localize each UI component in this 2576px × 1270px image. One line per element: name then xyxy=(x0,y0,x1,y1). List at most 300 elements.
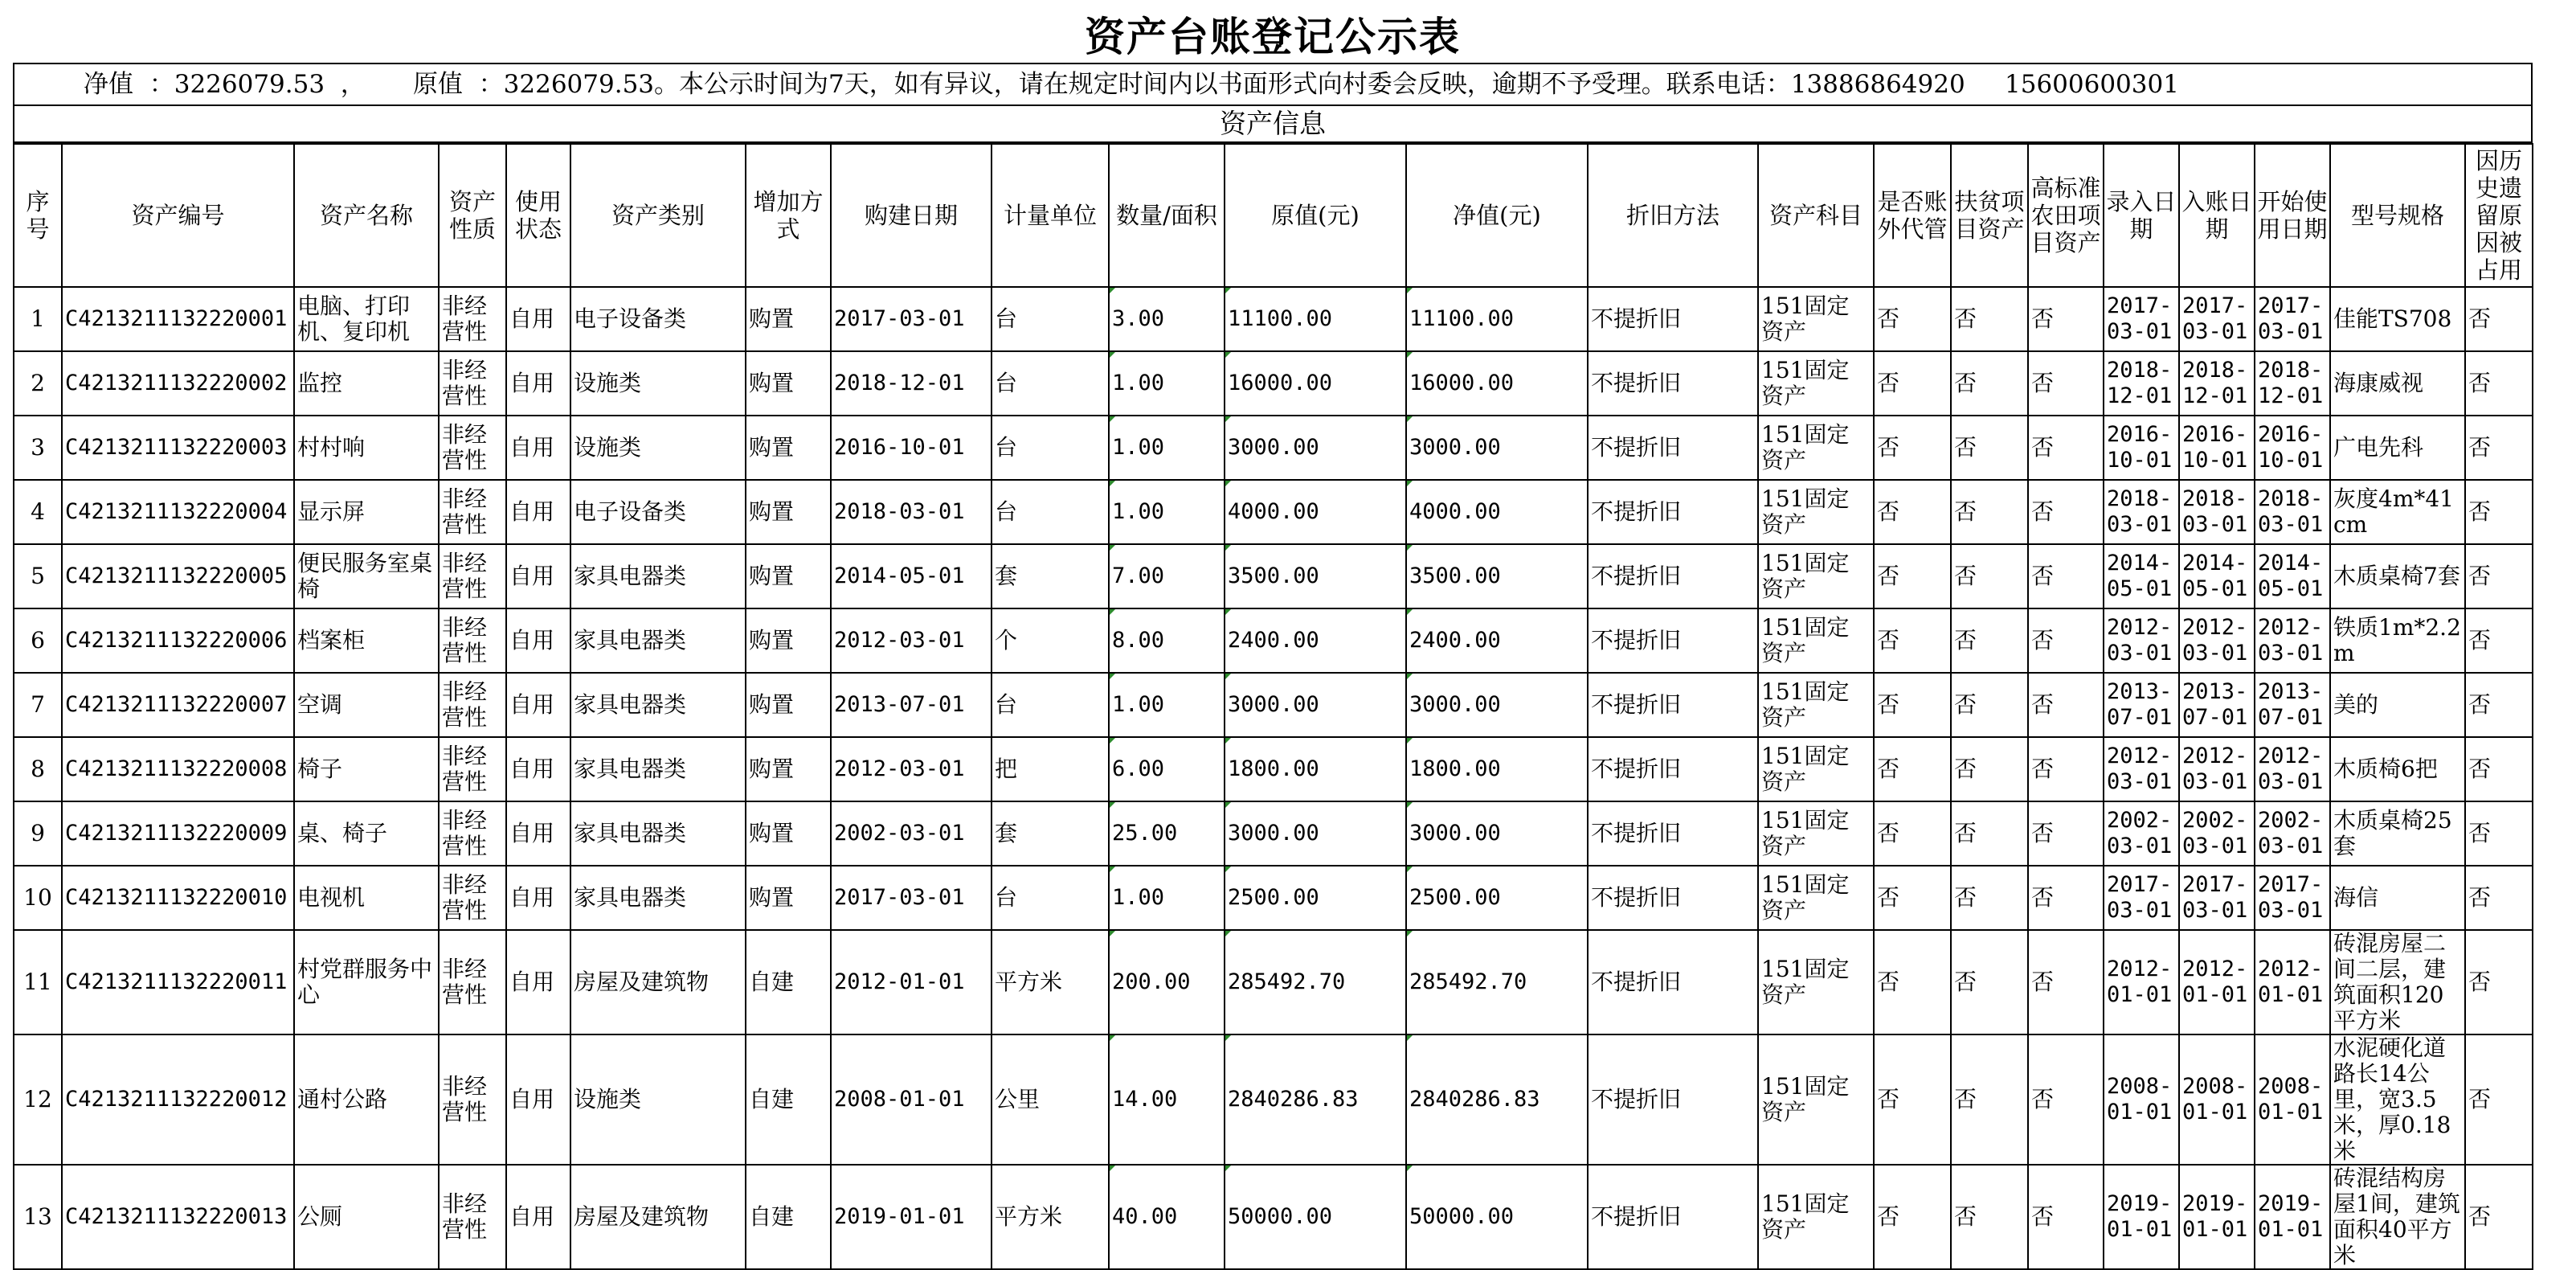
table-cell: C4213211132220003 xyxy=(62,416,294,480)
table-cell: 151固定资产 xyxy=(1758,737,1874,801)
table-cell: 家具电器类 xyxy=(570,866,746,930)
table-cell: 2012-01-01 xyxy=(2179,930,2255,1034)
table-row xyxy=(14,544,2533,608)
table-cell: 6.00 xyxy=(1109,737,1225,801)
table-cell: 购置 xyxy=(746,287,831,351)
table-cell: 非经营性 xyxy=(439,351,506,416)
table-row xyxy=(14,608,2533,673)
table-row xyxy=(14,1034,2533,1165)
table-cell: 11100.00 xyxy=(1406,287,1588,351)
table-cell: 否 xyxy=(1874,416,1951,480)
table-cell: 台 xyxy=(992,673,1109,737)
table-cell: C4213211132220001 xyxy=(62,287,294,351)
table-cell: 2012-01-01 xyxy=(2104,930,2179,1034)
table-cell: 3 xyxy=(14,416,62,480)
table-cell: 3.00 xyxy=(1109,287,1225,351)
table-cell: 否 xyxy=(2028,801,2104,866)
table-cell: 285492.70 xyxy=(1406,930,1588,1034)
table-cell: 否 xyxy=(2028,608,2104,673)
table-cell: 2012-03-01 xyxy=(2255,608,2330,673)
table-cell: 200.00 xyxy=(1109,930,1225,1034)
column-header: 折旧方法 xyxy=(1588,144,1758,287)
table-cell: 2012-03-01 xyxy=(2255,737,2330,801)
notice-text: 。本公示时间为7天，如有异议，请在规定时间内以书面形式向村委会反映，逾期不予受理。联系电话： xyxy=(654,70,1791,99)
table-cell: 否 xyxy=(2465,1165,2533,1269)
table-cell: 否 xyxy=(2028,673,2104,737)
table-cell: 151固定资产 xyxy=(1758,544,1874,608)
table-cell: 6 xyxy=(14,608,62,673)
table-row xyxy=(14,351,2533,416)
table-cell: 2019-01-01 xyxy=(2255,1165,2330,1269)
column-header: 资产类别 xyxy=(570,144,746,287)
table-cell: 不提折旧 xyxy=(1588,673,1758,737)
table-cell: 木质桌椅25套 xyxy=(2330,801,2465,866)
table-cell: 台 xyxy=(992,287,1109,351)
table-cell: 台 xyxy=(992,866,1109,930)
table-cell: 2017-03-01 xyxy=(2104,287,2179,351)
table-cell: 自建 xyxy=(746,930,831,1034)
section-title: 资产信息 xyxy=(13,106,2533,143)
column-header: 是否账外代管 xyxy=(1874,144,1951,287)
column-header: 型号规格 xyxy=(2330,144,2465,287)
column-header: 因历史遗留原因被占用 xyxy=(2465,144,2533,287)
table-cell: 电子设备类 xyxy=(570,287,746,351)
table-cell: 3500.00 xyxy=(1225,544,1406,608)
table-cell: 5 xyxy=(14,544,62,608)
table-cell: 公厕 xyxy=(294,1165,439,1269)
table-cell: 2019-01-01 xyxy=(831,1165,992,1269)
table-cell: 40.00 xyxy=(1109,1165,1225,1269)
table-cell: 2013-07-01 xyxy=(2255,673,2330,737)
table-row xyxy=(14,737,2533,801)
table-cell: 2002-03-01 xyxy=(831,801,992,866)
column-header: 增加方式 xyxy=(746,144,831,287)
table-cell: 不提折旧 xyxy=(1588,608,1758,673)
table-cell: 3500.00 xyxy=(1406,544,1588,608)
table-cell: 1.00 xyxy=(1109,480,1225,544)
table-cell: 4000.00 xyxy=(1406,480,1588,544)
table-cell: 2 xyxy=(14,351,62,416)
table-cell: 便民服务室桌椅 xyxy=(294,544,439,608)
table-cell: 1.00 xyxy=(1109,351,1225,416)
table-cell: 否 xyxy=(2465,608,2533,673)
table-cell: 自用 xyxy=(506,737,570,801)
column-header: 入账日期 xyxy=(2179,144,2255,287)
table-cell: 否 xyxy=(2028,930,2104,1034)
table-cell: C4213211132220009 xyxy=(62,801,294,866)
table-cell: C4213211132220013 xyxy=(62,1165,294,1269)
table-cell: 否 xyxy=(2465,930,2533,1034)
table-cell: 否 xyxy=(1951,930,2028,1034)
column-header: 资产名称 xyxy=(294,144,439,287)
table-cell: 否 xyxy=(2028,480,2104,544)
table-cell: 2014-05-01 xyxy=(2104,544,2179,608)
table-cell: 不提折旧 xyxy=(1588,351,1758,416)
table-cell: 自建 xyxy=(746,1034,831,1165)
table-cell: 2840286.83 xyxy=(1225,1034,1406,1165)
table-cell: 不提折旧 xyxy=(1588,801,1758,866)
phone-1: 13886864920 xyxy=(1790,70,1965,99)
table-cell: 2018-12-01 xyxy=(831,351,992,416)
net-label: 净值 ： xyxy=(84,70,174,99)
table-cell: 台 xyxy=(992,351,1109,416)
table-cell: 电脑、打印机、复印机 xyxy=(294,287,439,351)
net-value: 3226079.53 xyxy=(174,70,325,99)
phone-2: 15600600301 xyxy=(2005,70,2179,99)
table-cell: 2002-03-01 xyxy=(2104,801,2179,866)
table-cell: 否 xyxy=(2028,544,2104,608)
table-cell: 2400.00 xyxy=(1406,608,1588,673)
table-cell: 151固定资产 xyxy=(1758,480,1874,544)
original-value: 3226079.53 xyxy=(503,70,655,99)
table-cell: 海信 xyxy=(2330,866,2465,930)
table-cell: 2008-01-01 xyxy=(2255,1034,2330,1165)
table-cell: 151固定资产 xyxy=(1758,866,1874,930)
table-cell: 2014-05-01 xyxy=(2255,544,2330,608)
table-cell: 11100.00 xyxy=(1225,287,1406,351)
table-cell: 自用 xyxy=(506,1165,570,1269)
table-cell: 家具电器类 xyxy=(570,737,746,801)
table-cell: 否 xyxy=(1874,287,1951,351)
table-cell: 设施类 xyxy=(570,351,746,416)
table-cell: 2012-03-01 xyxy=(831,737,992,801)
table-cell: 1.00 xyxy=(1109,866,1225,930)
table-cell: 否 xyxy=(2028,737,2104,801)
table-row xyxy=(14,930,2533,1034)
column-header: 录入日期 xyxy=(2104,144,2179,287)
table-cell: 否 xyxy=(1951,480,2028,544)
table-cell: 非经营性 xyxy=(439,930,506,1034)
table-cell: 2017-03-01 xyxy=(2255,866,2330,930)
table-cell: 购置 xyxy=(746,801,831,866)
table-cell: 2018-12-01 xyxy=(2255,351,2330,416)
column-header: 序号 xyxy=(14,144,62,287)
table-cell: 2500.00 xyxy=(1406,866,1588,930)
table-cell: 设施类 xyxy=(570,1034,746,1165)
column-header: 净值(元) xyxy=(1406,144,1588,287)
table-cell: 151固定资产 xyxy=(1758,351,1874,416)
table-cell: 否 xyxy=(2465,673,2533,737)
table-cell: 家具电器类 xyxy=(570,544,746,608)
table-cell: C4213211132220006 xyxy=(62,608,294,673)
table-cell: 151固定资产 xyxy=(1758,673,1874,737)
table-cell: 2013-07-01 xyxy=(831,673,992,737)
table-cell: 151固定资产 xyxy=(1758,801,1874,866)
table-cell: 不提折旧 xyxy=(1588,866,1758,930)
table-cell: 否 xyxy=(1874,480,1951,544)
table-cell: 2012-01-01 xyxy=(831,930,992,1034)
table-cell: 2013-07-01 xyxy=(2179,673,2255,737)
table-cell: 把 xyxy=(992,737,1109,801)
phone-gap xyxy=(1965,70,2005,99)
table-cell: 否 xyxy=(2465,866,2533,930)
table-cell: 否 xyxy=(1874,351,1951,416)
table-cell: 否 xyxy=(1951,1034,2028,1165)
table-cell: 151固定资产 xyxy=(1758,287,1874,351)
table-cell: 台 xyxy=(992,480,1109,544)
table-cell: 3000.00 xyxy=(1406,416,1588,480)
table-cell: 水泥硬化道路长14公里，宽3.5米，厚0.18米 xyxy=(2330,1034,2465,1165)
table-cell: 灰度4m*41cm xyxy=(2330,480,2465,544)
table-cell: 非经营性 xyxy=(439,480,506,544)
table-cell: 自用 xyxy=(506,673,570,737)
table-cell: 否 xyxy=(1874,866,1951,930)
table-cell: 2012-03-01 xyxy=(831,608,992,673)
table-row xyxy=(14,1165,2533,1269)
table-cell: 否 xyxy=(1951,608,2028,673)
table-cell: 2019-01-01 xyxy=(2104,1165,2179,1269)
table-cell: 2017-03-01 xyxy=(2179,287,2255,351)
table-cell: 非经营性 xyxy=(439,416,506,480)
table-cell: 151固定资产 xyxy=(1758,930,1874,1034)
notice-separator: ， xyxy=(325,70,413,99)
table-cell: 2019-01-01 xyxy=(2179,1165,2255,1269)
table-cell: 不提折旧 xyxy=(1588,1034,1758,1165)
table-cell: 2012-03-01 xyxy=(2104,608,2179,673)
table-cell: 否 xyxy=(2465,416,2533,480)
table-cell: 2012-03-01 xyxy=(2179,737,2255,801)
table-row xyxy=(14,480,2533,544)
table-cell: 非经营性 xyxy=(439,737,506,801)
table-cell: 2016-10-01 xyxy=(2255,416,2330,480)
table-cell: 16000.00 xyxy=(1225,351,1406,416)
table-cell: 否 xyxy=(1951,416,2028,480)
column-header: 扶贫项目资产 xyxy=(1951,144,2028,287)
table-cell: 1.00 xyxy=(1109,673,1225,737)
table-cell: 2002-03-01 xyxy=(2255,801,2330,866)
table-body xyxy=(14,287,2533,1269)
table-cell: 不提折旧 xyxy=(1588,544,1758,608)
table-cell: 3000.00 xyxy=(1225,416,1406,480)
column-header: 高标准农田项目资产 xyxy=(2028,144,2104,287)
table-cell: 否 xyxy=(1951,866,2028,930)
table-cell: 否 xyxy=(1874,1034,1951,1165)
table-cell: 自用 xyxy=(506,866,570,930)
table-cell: 自用 xyxy=(506,287,570,351)
table-cell: 12 xyxy=(14,1034,62,1165)
table-cell: 空调 xyxy=(294,673,439,737)
table-cell: 否 xyxy=(1874,801,1951,866)
table-row xyxy=(14,866,2533,930)
table-cell: 购置 xyxy=(746,544,831,608)
table-cell: 购置 xyxy=(746,416,831,480)
table-cell: 砖混房屋二间二层，建筑面积120平方米 xyxy=(2330,930,2465,1034)
table-cell: 非经营性 xyxy=(439,866,506,930)
table-cell: 2016-10-01 xyxy=(2179,416,2255,480)
table-cell: 2016-10-01 xyxy=(831,416,992,480)
table-cell: 自用 xyxy=(506,480,570,544)
table-cell: 平方米 xyxy=(992,1165,1109,1269)
table-cell: 否 xyxy=(1951,287,2028,351)
column-header: 资产性质 xyxy=(439,144,506,287)
table-cell: 否 xyxy=(1951,351,2028,416)
column-header: 使用状态 xyxy=(506,144,570,287)
table-cell: 非经营性 xyxy=(439,801,506,866)
notice-bar xyxy=(13,64,2533,106)
table-cell: 3000.00 xyxy=(1406,673,1588,737)
table-cell: 佳能TS708 xyxy=(2330,287,2465,351)
table-header-row xyxy=(14,144,2533,287)
table-cell: 家具电器类 xyxy=(570,801,746,866)
table-cell: 自用 xyxy=(506,351,570,416)
column-header: 开始使用日期 xyxy=(2255,144,2330,287)
table-cell: 否 xyxy=(2028,866,2104,930)
table-cell: 否 xyxy=(2465,544,2533,608)
table-cell: 7 xyxy=(14,673,62,737)
table-cell: 2018-03-01 xyxy=(2104,480,2179,544)
table-row xyxy=(14,287,2533,351)
table-cell: 2017-03-01 xyxy=(831,287,992,351)
table-cell: 非经营性 xyxy=(439,1165,506,1269)
table-cell: 电视机 xyxy=(294,866,439,930)
table-cell: 否 xyxy=(2028,1034,2104,1165)
table-cell: 3000.00 xyxy=(1225,673,1406,737)
table-cell: 不提折旧 xyxy=(1588,1165,1758,1269)
table-cell: 自用 xyxy=(506,608,570,673)
table-cell: 否 xyxy=(2465,737,2533,801)
table-cell: 10 xyxy=(14,866,62,930)
table-cell: 个 xyxy=(992,608,1109,673)
table-cell: 7.00 xyxy=(1109,544,1225,608)
table-cell: 否 xyxy=(1951,1165,2028,1269)
table-cell: 家具电器类 xyxy=(570,608,746,673)
table-cell: 公里 xyxy=(992,1034,1109,1165)
table-cell: 木质桌椅7套 xyxy=(2330,544,2465,608)
table-cell: 非经营性 xyxy=(439,287,506,351)
table-cell: 2018-12-01 xyxy=(2179,351,2255,416)
table-cell: 显示屏 xyxy=(294,480,439,544)
column-header: 购建日期 xyxy=(831,144,992,287)
table-cell: 2016-10-01 xyxy=(2104,416,2179,480)
asset-table xyxy=(13,143,2533,1270)
table-cell: 否 xyxy=(2465,287,2533,351)
table-cell: 11 xyxy=(14,930,62,1034)
page-title: 资产台账登记公示表 xyxy=(13,11,2533,64)
table-cell: 否 xyxy=(1951,801,2028,866)
table-cell: 3000.00 xyxy=(1406,801,1588,866)
table-cell: 自用 xyxy=(506,544,570,608)
table-cell: 否 xyxy=(1951,544,2028,608)
table-cell: 通村公路 xyxy=(294,1034,439,1165)
table-cell: 否 xyxy=(1874,673,1951,737)
table-cell: C4213211132220012 xyxy=(62,1034,294,1165)
table-cell: 1800.00 xyxy=(1406,737,1588,801)
table-row xyxy=(14,673,2533,737)
table-cell: 平方米 xyxy=(992,930,1109,1034)
table-cell: C4213211132220008 xyxy=(62,737,294,801)
table-cell: 2018-03-01 xyxy=(2179,480,2255,544)
table-cell: 非经营性 xyxy=(439,673,506,737)
table-cell: 非经营性 xyxy=(439,544,506,608)
table-cell: 2012-01-01 xyxy=(2255,930,2330,1034)
table-cell: 购置 xyxy=(746,608,831,673)
table-cell: 2018-12-01 xyxy=(2104,351,2179,416)
table-cell: 否 xyxy=(1874,737,1951,801)
table-cell: C4213211132220005 xyxy=(62,544,294,608)
table-cell: 否 xyxy=(2465,801,2533,866)
table-cell: 村党群服务中心 xyxy=(294,930,439,1034)
table-cell: 美的 xyxy=(2330,673,2465,737)
table-cell: 否 xyxy=(2028,1165,2104,1269)
table-cell: 否 xyxy=(1951,737,2028,801)
table-cell: 否 xyxy=(2465,1034,2533,1165)
table-cell: 8.00 xyxy=(1109,608,1225,673)
table-cell: 家具电器类 xyxy=(570,673,746,737)
table-cell: 房屋及建筑物 xyxy=(570,1165,746,1269)
table-cell: 3000.00 xyxy=(1225,801,1406,866)
table-cell: 否 xyxy=(1874,1165,1951,1269)
table-cell: 购置 xyxy=(746,866,831,930)
table-cell: 购置 xyxy=(746,480,831,544)
table-cell: 否 xyxy=(1874,544,1951,608)
table-cell: C4213211132220007 xyxy=(62,673,294,737)
table-cell: 8 xyxy=(14,737,62,801)
table-cell: C4213211132220010 xyxy=(62,866,294,930)
table-cell: 否 xyxy=(1874,930,1951,1034)
table-cell: 2008-01-01 xyxy=(2104,1034,2179,1165)
table-cell: 2002-03-01 xyxy=(2179,801,2255,866)
table-cell: 否 xyxy=(2028,351,2104,416)
table-cell: 4000.00 xyxy=(1225,480,1406,544)
table-cell: 不提折旧 xyxy=(1588,287,1758,351)
table-cell: 不提折旧 xyxy=(1588,737,1758,801)
table-cell: 2013-07-01 xyxy=(2104,673,2179,737)
table-cell: 套 xyxy=(992,544,1109,608)
table-cell: 档案柜 xyxy=(294,608,439,673)
table-cell: 否 xyxy=(2028,287,2104,351)
table-row xyxy=(14,801,2533,866)
table-cell: C4213211132220004 xyxy=(62,480,294,544)
column-header: 计量单位 xyxy=(992,144,1109,287)
table-cell: 50000.00 xyxy=(1406,1165,1588,1269)
table-cell: 铁质1m*2.2m xyxy=(2330,608,2465,673)
table-cell: 2008-01-01 xyxy=(831,1034,992,1165)
table-cell: 椅子 xyxy=(294,737,439,801)
table-cell: 自用 xyxy=(506,801,570,866)
table-cell: 2018-03-01 xyxy=(2255,480,2330,544)
table-cell: 13 xyxy=(14,1165,62,1269)
table-cell: 电子设备类 xyxy=(570,480,746,544)
column-header: 资产编号 xyxy=(62,144,294,287)
table-cell: 不提折旧 xyxy=(1588,930,1758,1034)
table-cell: 购置 xyxy=(746,673,831,737)
table-cell: 151固定资产 xyxy=(1758,608,1874,673)
table-cell: 9 xyxy=(14,801,62,866)
table-cell: 1800.00 xyxy=(1225,737,1406,801)
table-cell: 否 xyxy=(2465,480,2533,544)
column-header: 资产科目 xyxy=(1758,144,1874,287)
table-cell: 桌、椅子 xyxy=(294,801,439,866)
table-cell: 2500.00 xyxy=(1225,866,1406,930)
table-cell: 2014-05-01 xyxy=(2179,544,2255,608)
column-header: 数量/面积 xyxy=(1109,144,1225,287)
table-cell: 151固定资产 xyxy=(1758,1165,1874,1269)
table-cell: 16000.00 xyxy=(1406,351,1588,416)
table-cell: 1.00 xyxy=(1109,416,1225,480)
table-cell: 2008-01-01 xyxy=(2179,1034,2255,1165)
table-cell: 砖混结构房屋1间，建筑面积40平方米 xyxy=(2330,1165,2465,1269)
table-cell: 自用 xyxy=(506,1034,570,1165)
table-cell: 2012-03-01 xyxy=(2179,608,2255,673)
table-cell: 14.00 xyxy=(1109,1034,1225,1165)
table-cell: 285492.70 xyxy=(1225,930,1406,1034)
table-cell: 否 xyxy=(1951,673,2028,737)
table-cell: 否 xyxy=(2028,416,2104,480)
table-cell: 不提折旧 xyxy=(1588,416,1758,480)
table-cell: 否 xyxy=(1874,608,1951,673)
table-cell: 村村响 xyxy=(294,416,439,480)
original-label: 原值 ： xyxy=(412,70,504,99)
